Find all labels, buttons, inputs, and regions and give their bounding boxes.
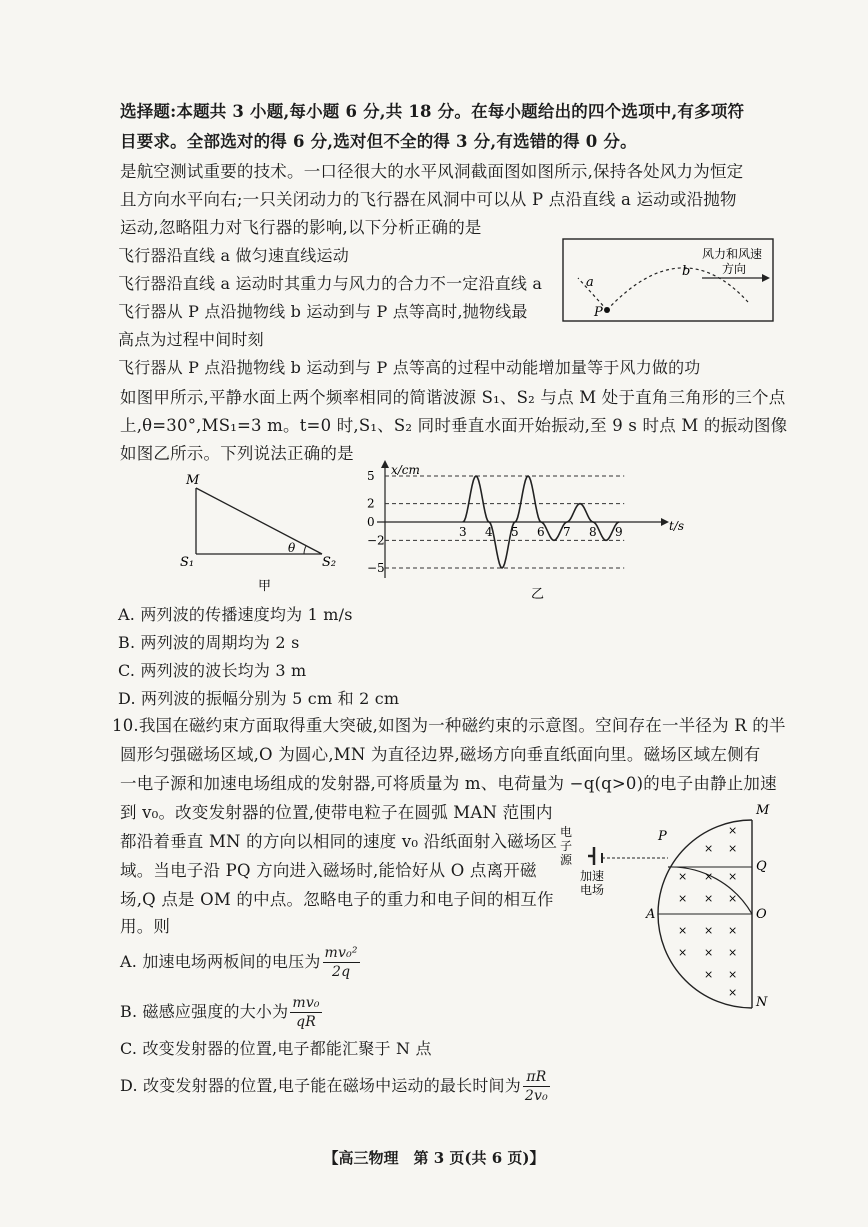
x-tick-label: 6 bbox=[537, 525, 545, 539]
q10-option-c: C. 改变发射器的位置,电子都能汇聚于 N 点 bbox=[120, 1039, 432, 1058]
x-tick-label: 3 bbox=[459, 525, 467, 539]
fraction-denominator: qR bbox=[296, 1014, 316, 1030]
y-axis-label: x/cm bbox=[391, 463, 420, 477]
q10-stem-line: 域。当电子沿 PQ 方向进入磁场时,能恰好从 O 点离开磁 bbox=[120, 861, 537, 880]
field-cross: × bbox=[704, 924, 714, 937]
figure-yi-caption: 乙 bbox=[531, 587, 545, 600]
field-cross: × bbox=[728, 968, 738, 981]
q9-option-b: B. 两列波的周期均为 2 s bbox=[118, 633, 300, 652]
q10-option-a-text: A. 加速电场两板间的电压为 bbox=[120, 952, 321, 971]
field-cross: × bbox=[728, 924, 738, 937]
theta-label: θ bbox=[288, 541, 296, 555]
point-m-label: M bbox=[756, 803, 770, 818]
field-cross: × bbox=[678, 892, 688, 905]
y-tick-label: 5 bbox=[367, 469, 375, 483]
field-label: 电场 bbox=[580, 883, 605, 897]
q8-stem-line: 且方向水平向右;一只关闭动力的飞行器在风洞中可以从 P 点沿直线 a 运动或沿抛物 bbox=[120, 190, 737, 209]
q9-stem-line: 上,θ=30°,MS₁=3 m。t=0 时,S₁、S₂ 同时垂直水面开始振动,至 9 s 时点 M 的振动图像 bbox=[120, 416, 788, 435]
point-m-label: M bbox=[186, 473, 200, 488]
fraction-denominator: 2v₀ bbox=[524, 1088, 548, 1104]
q8-stem-line: 是航空测试重要的技术。一口径很大的水平风洞截面图如图所示,保持各处风力为恒定 bbox=[120, 162, 744, 181]
field-cross: × bbox=[728, 986, 738, 999]
x-tick-label: 5 bbox=[511, 525, 519, 539]
field-cross: × bbox=[678, 924, 688, 937]
magnetic-field-figure bbox=[548, 784, 788, 1014]
point-o-label: O bbox=[756, 907, 767, 922]
time-fraction bbox=[523, 1068, 550, 1105]
q8-option-a: 飞行器沿直线 a 做匀速直线运动 bbox=[118, 246, 349, 265]
field-cross: × bbox=[728, 842, 738, 855]
q10-stem-line: 都沿着垂直 MN 的方向以相同的速度 v₀ 沿纸面射入磁场区 bbox=[120, 832, 558, 851]
field-cross: × bbox=[728, 892, 738, 905]
q9-option-a: A. 两列波的传播速度均为 1 m/s bbox=[118, 605, 353, 624]
section-header-line1: 选择题:本题共 3 小题,每小题 6 分,共 18 分。在每小题给出的四个选项中,有多项符 bbox=[120, 102, 745, 121]
x-axis-label: t/s bbox=[669, 519, 685, 533]
field-cross: × bbox=[704, 870, 714, 883]
q8-option-b: 飞行器沿直线 a 运动时其重力与风力的合力不一定沿直线 a bbox=[118, 274, 543, 293]
triangle-figure bbox=[176, 470, 346, 596]
vibration-graph bbox=[355, 460, 685, 600]
q9-option-d: D. 两列波的振幅分别为 5 cm 和 2 cm bbox=[118, 689, 400, 708]
q9-option-c: C. 两列波的波长均为 3 m bbox=[118, 661, 307, 680]
page-footer: 【高三物理 第 3 页(共 6 页)】 bbox=[323, 1149, 545, 1167]
field-cross: × bbox=[704, 842, 714, 855]
q10-stem-line: 一电子源和加速电场组成的发射器,可将质量为 m、电荷量为 −q(q>0)的电子由静止加速 bbox=[120, 774, 777, 793]
y-tick-label: 2 bbox=[367, 496, 375, 511]
point-n-label: N bbox=[756, 995, 768, 1010]
field-cross: × bbox=[678, 870, 688, 883]
fraction-numerator: πR bbox=[523, 1068, 550, 1087]
figure-jia-caption: 甲 bbox=[258, 579, 272, 594]
wind-tunnel-figure bbox=[562, 238, 774, 322]
field-crosses bbox=[678, 824, 737, 999]
field-cross: × bbox=[704, 968, 714, 981]
source-label: 电 bbox=[560, 825, 573, 839]
x-tick-label: 8 bbox=[589, 525, 597, 539]
q10-stem-line: 到 v₀。改变发射器的位置,使带电粒子在圆弧 MAN 范围内 bbox=[120, 803, 553, 822]
wind-label: 风力和风速 bbox=[702, 247, 763, 261]
y-tick-label: −5 bbox=[367, 561, 385, 575]
q10-stem-line: 10.我国在磁约束方面取得重大突破,如图为一种磁约束的示意图。空间存在一半径为 R 的半 bbox=[112, 716, 786, 735]
q8-stem-line: 运动,忽略阻力对飞行器的影响,以下分析正确的是 bbox=[120, 218, 482, 237]
field-cross: × bbox=[678, 946, 688, 959]
x-tick-label: 9 bbox=[615, 525, 623, 539]
field-label: 加速 bbox=[580, 869, 605, 883]
q8-option-c-cont: 高点为过程中间时刻 bbox=[118, 330, 264, 349]
source-s1-label: S₁ bbox=[180, 555, 195, 570]
field-cross: × bbox=[704, 946, 714, 959]
q10-stem-line: 圆形匀强磁场区域,O 为圆心,MN 为直径边界,磁场方向垂直纸面向里。磁场区域左侧有 bbox=[120, 745, 761, 764]
y-tick-label: −2 bbox=[367, 533, 385, 548]
q10-stem-line: 用。则 bbox=[120, 917, 171, 936]
voltage-fraction bbox=[323, 944, 360, 981]
point-p-label: P bbox=[658, 829, 667, 844]
y-tick-label: 0 bbox=[367, 515, 375, 529]
fraction-numerator: mv₀² bbox=[324, 945, 358, 961]
source-label: 子 bbox=[560, 839, 573, 853]
fraction-numerator: mv₀ bbox=[292, 995, 320, 1011]
point-p-label: P bbox=[594, 305, 603, 320]
x-tick-label: 4 bbox=[485, 525, 493, 539]
q10-option-b-text: B. 磁感应强度的大小为 bbox=[120, 1002, 289, 1021]
q9-stem-line: 如图甲所示,平静水面上两个频率相同的简谐波源 S₁、S₂ 与点 M 处于直角三角形的三个点 bbox=[120, 388, 786, 407]
q9-stem-line: 如图乙所示。下列说法正确的是 bbox=[120, 444, 354, 463]
line-a-label: a bbox=[586, 275, 594, 290]
q10-option-a bbox=[120, 944, 360, 981]
x-tick-label: 7 bbox=[563, 525, 571, 539]
field-cross: × bbox=[728, 870, 738, 883]
field-cross: × bbox=[728, 824, 738, 837]
wind-direction-label: 方向 bbox=[722, 262, 747, 276]
q8-option-c: 飞行器从 P 点沿抛物线 b 运动到与 P 点等高时,抛物线最 bbox=[118, 302, 528, 321]
fraction-denominator: 2q bbox=[332, 964, 351, 980]
q8-option-d: 飞行器从 P 点沿抛物线 b 运动到与 P 点等高的过程中动能增加量等于风力做的功 bbox=[118, 358, 701, 377]
q10-option-b bbox=[120, 994, 322, 1031]
field-cross: × bbox=[728, 946, 738, 959]
point-q-label: Q bbox=[756, 859, 767, 874]
point-a-label: A bbox=[646, 907, 656, 922]
q10-option-d bbox=[120, 1068, 550, 1105]
parabola-b-label: b bbox=[682, 264, 691, 279]
section-header-line2: 目要求。全部选对的得 6 分,选对但不全的得 3 分,有选错的得 0 分。 bbox=[120, 132, 637, 151]
source-label: 源 bbox=[560, 853, 573, 867]
field-strength-fraction bbox=[290, 994, 321, 1031]
q10-option-d-text: D. 改变发射器的位置,电子能在磁场中运动的最长时间为 bbox=[120, 1076, 521, 1095]
field-cross: × bbox=[704, 892, 714, 905]
source-s2-label: S₂ bbox=[322, 555, 337, 570]
q10-stem-line: 场,Q 点是 OM 的中点。忽略电子的重力和电子间的相互作 bbox=[120, 890, 554, 909]
